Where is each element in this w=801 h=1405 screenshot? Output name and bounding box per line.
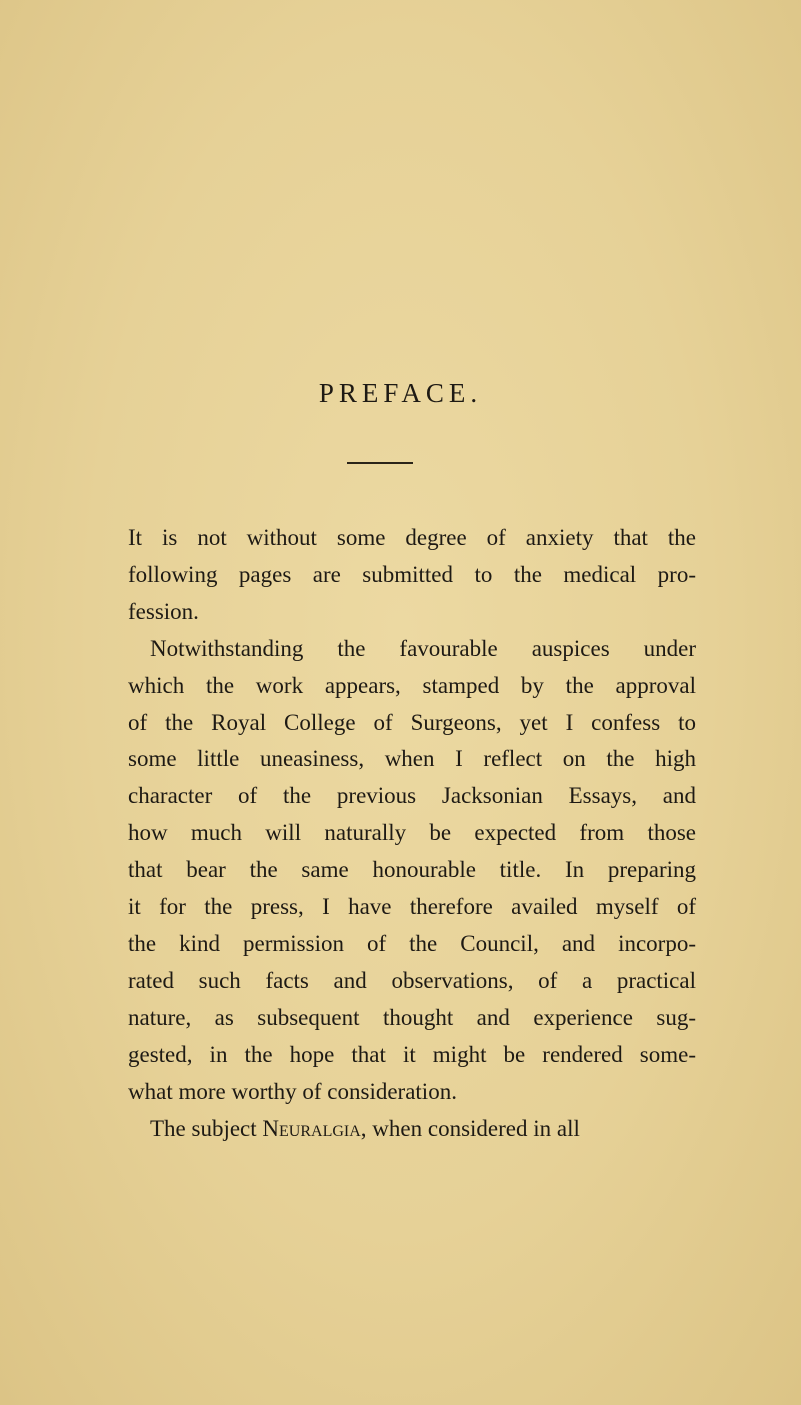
preface-text <box>128 520 696 1147</box>
text-segment: The subject <box>150 1115 263 1141</box>
text-line: some little uneasiness, when I reflect on the high <box>128 746 696 772</box>
text-line: gested, in the hope that it might be rendered some- <box>128 1041 696 1067</box>
text-line: that bear the same honourable title. In preparing <box>128 857 696 883</box>
text-line: fession. <box>128 598 199 624</box>
text-line: nature, as subsequent thought and experience sug- <box>128 1004 696 1030</box>
text-line: which the work appears, stamped by the approval <box>128 672 696 698</box>
text-line: following pages are submitted to the medical pro- <box>128 561 696 587</box>
text-line <box>128 1111 696 1148</box>
text-line: It is not without some degree of anxiety that the <box>128 525 696 550</box>
text-line: of the Royal College of Surgeons, yet I confess to <box>128 709 696 735</box>
text-segment: , when considered in all <box>360 1115 580 1141</box>
text-line: Notwithstanding the favourable auspices under <box>150 635 696 661</box>
title-rule <box>347 462 413 464</box>
text-line: it for the press, I have therefore availed myself of <box>128 894 696 920</box>
text-line: rated such facts and observations, of a practical <box>128 967 696 993</box>
page-title: PREFACE. <box>318 378 483 408</box>
text-line: how much will naturally be expected from those <box>128 820 696 846</box>
text-line: what more worthy of consideration. <box>128 1078 457 1104</box>
neuralgia-term: Neuralgia <box>262 1115 361 1141</box>
text-line: the kind permission of the Council, and incorpo- <box>128 930 696 956</box>
text-line: character of the previous Jacksonian Essays, and <box>128 783 696 809</box>
